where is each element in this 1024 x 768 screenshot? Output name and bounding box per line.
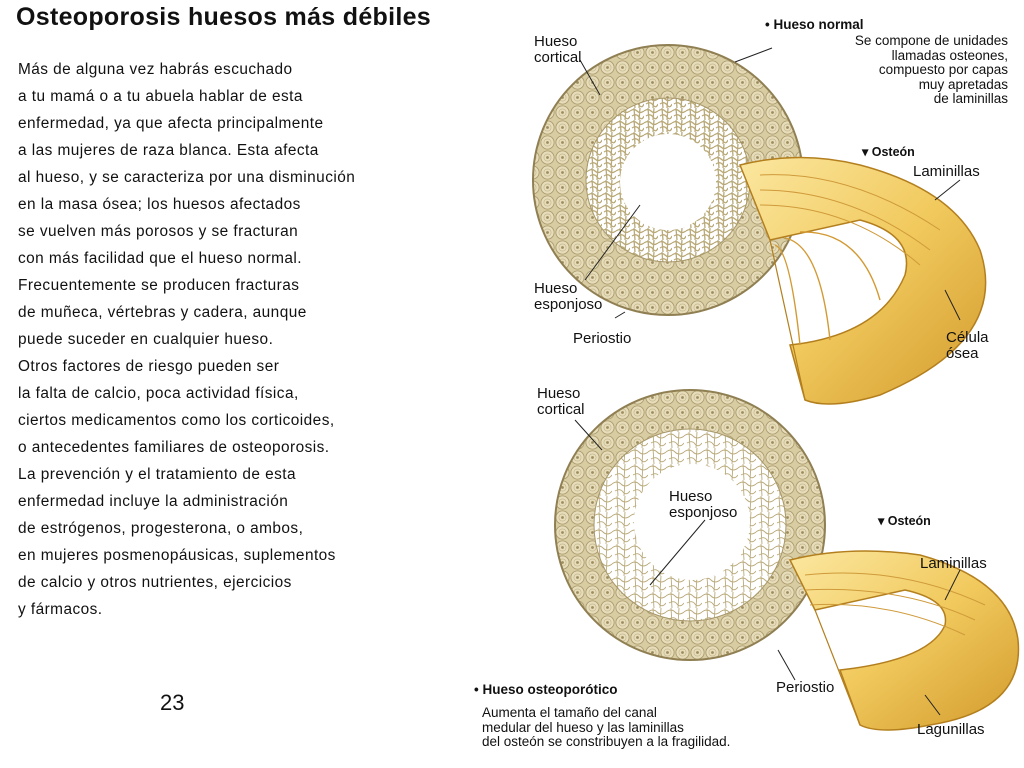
label-line: Hueso	[534, 280, 578, 297]
body-line: a tu mamá o a tu abuela hablar de esta	[18, 88, 303, 105]
label-line: esponjoso	[534, 296, 603, 313]
label-periostio-top: Periostio	[573, 330, 632, 347]
label-laminillas-top: Laminillas	[913, 163, 980, 180]
body-line: La prevención y el tratamiento de esta	[18, 466, 297, 483]
label-osteon-bottom: ▾ Osteón	[878, 514, 931, 528]
description-line: de laminillas	[933, 91, 1008, 106]
hueso-normal-description	[855, 34, 1008, 107]
description-line: muy apretadas	[918, 76, 1008, 92]
label-line: Hueso	[537, 385, 581, 402]
description-line: compuesto por capas	[878, 62, 1008, 77]
label-line: cortical	[537, 401, 585, 418]
label-line: cortical	[534, 49, 582, 66]
label-line: ósea	[946, 345, 979, 362]
body-line: se vuelven más porosos y se fracturan	[18, 223, 299, 240]
body-line: Más de alguna vez habrás escuchado	[18, 61, 293, 78]
label-hueso-esponjoso-bottom	[669, 489, 737, 521]
body-line: de calcio y otros nutrientes, ejercicios	[18, 574, 292, 591]
description-line: Se compone de unidades	[854, 33, 1008, 48]
description-line: del osteón se constribuyen a la fragilidad.	[482, 734, 731, 749]
page-title: Osteoporosis huesos más débiles	[16, 3, 431, 31]
body-line: a las mujeres de raza blanca. Esta afecta	[18, 142, 319, 159]
label-periostio-bottom: Periostio	[776, 679, 835, 696]
label-line: esponjoso	[669, 504, 738, 521]
label-lagunillas: Lagunillas	[917, 721, 985, 738]
body-line: y fármacos.	[18, 601, 103, 618]
body-line: de muñeca, vértebras y cadera, aunque	[18, 304, 307, 321]
label-celula-osea	[946, 330, 989, 362]
heading-text: • Hueso normal	[765, 17, 864, 32]
hueso-osteoporotico-description	[482, 706, 730, 750]
body-line: enfermedad, ya que afecta principalmente	[18, 115, 324, 132]
description-line: medular del hueso y las laminillas	[482, 719, 684, 735]
label-hueso-esponjoso-top	[534, 281, 602, 313]
body-line: con más facilidad que el hueso normal.	[18, 250, 303, 267]
label-line: Hueso	[669, 488, 713, 505]
heading-text: • Hueso osteoporótico	[474, 682, 618, 697]
label-hueso-normal-heading	[765, 18, 864, 33]
body-line: en mujeres posmenopáusicas, suplementos	[18, 547, 336, 564]
label-hueso-cortical-bottom	[537, 386, 585, 418]
label-hueso-cortical-top	[534, 34, 582, 66]
page-number: 23	[160, 690, 185, 715]
body-line: puede suceder en cualquier hueso.	[18, 331, 274, 348]
body-line: al hueso, y se caracteriza por una disminución	[18, 169, 356, 186]
body-line: Otros factores de riesgo pueden ser	[18, 358, 280, 375]
body-line: de estrógenos, progesterona, o ambos,	[18, 520, 304, 537]
label-osteon-top: ▾ Osteón	[862, 145, 915, 159]
osteoporotic-bone-cross-section	[555, 390, 825, 660]
body-line: Frecuentemente se producen fracturas	[18, 277, 300, 294]
label-hueso-osteoporotico-heading	[474, 683, 617, 698]
description-line: llamadas osteones,	[891, 47, 1008, 63]
body-line: enfermedad incluye la administración	[18, 493, 289, 510]
label-line: Célula	[946, 329, 989, 346]
label-line: Hueso	[534, 33, 578, 50]
osteon-illustration-top	[740, 158, 986, 405]
description-line: Aumenta el tamaño del canal	[482, 705, 657, 720]
body-line: en la masa ósea; los huesos afectados	[18, 196, 301, 213]
osteon-illustration-bottom	[790, 551, 1018, 730]
body-line: ciertos medicamentos como los corticoides,	[18, 412, 335, 429]
body-line: la falta de calcio, poca actividad física,	[18, 385, 299, 402]
body-line: o antecedentes familiares de osteoporosis.	[18, 439, 330, 456]
label-laminillas-bottom: Laminillas	[920, 555, 987, 572]
